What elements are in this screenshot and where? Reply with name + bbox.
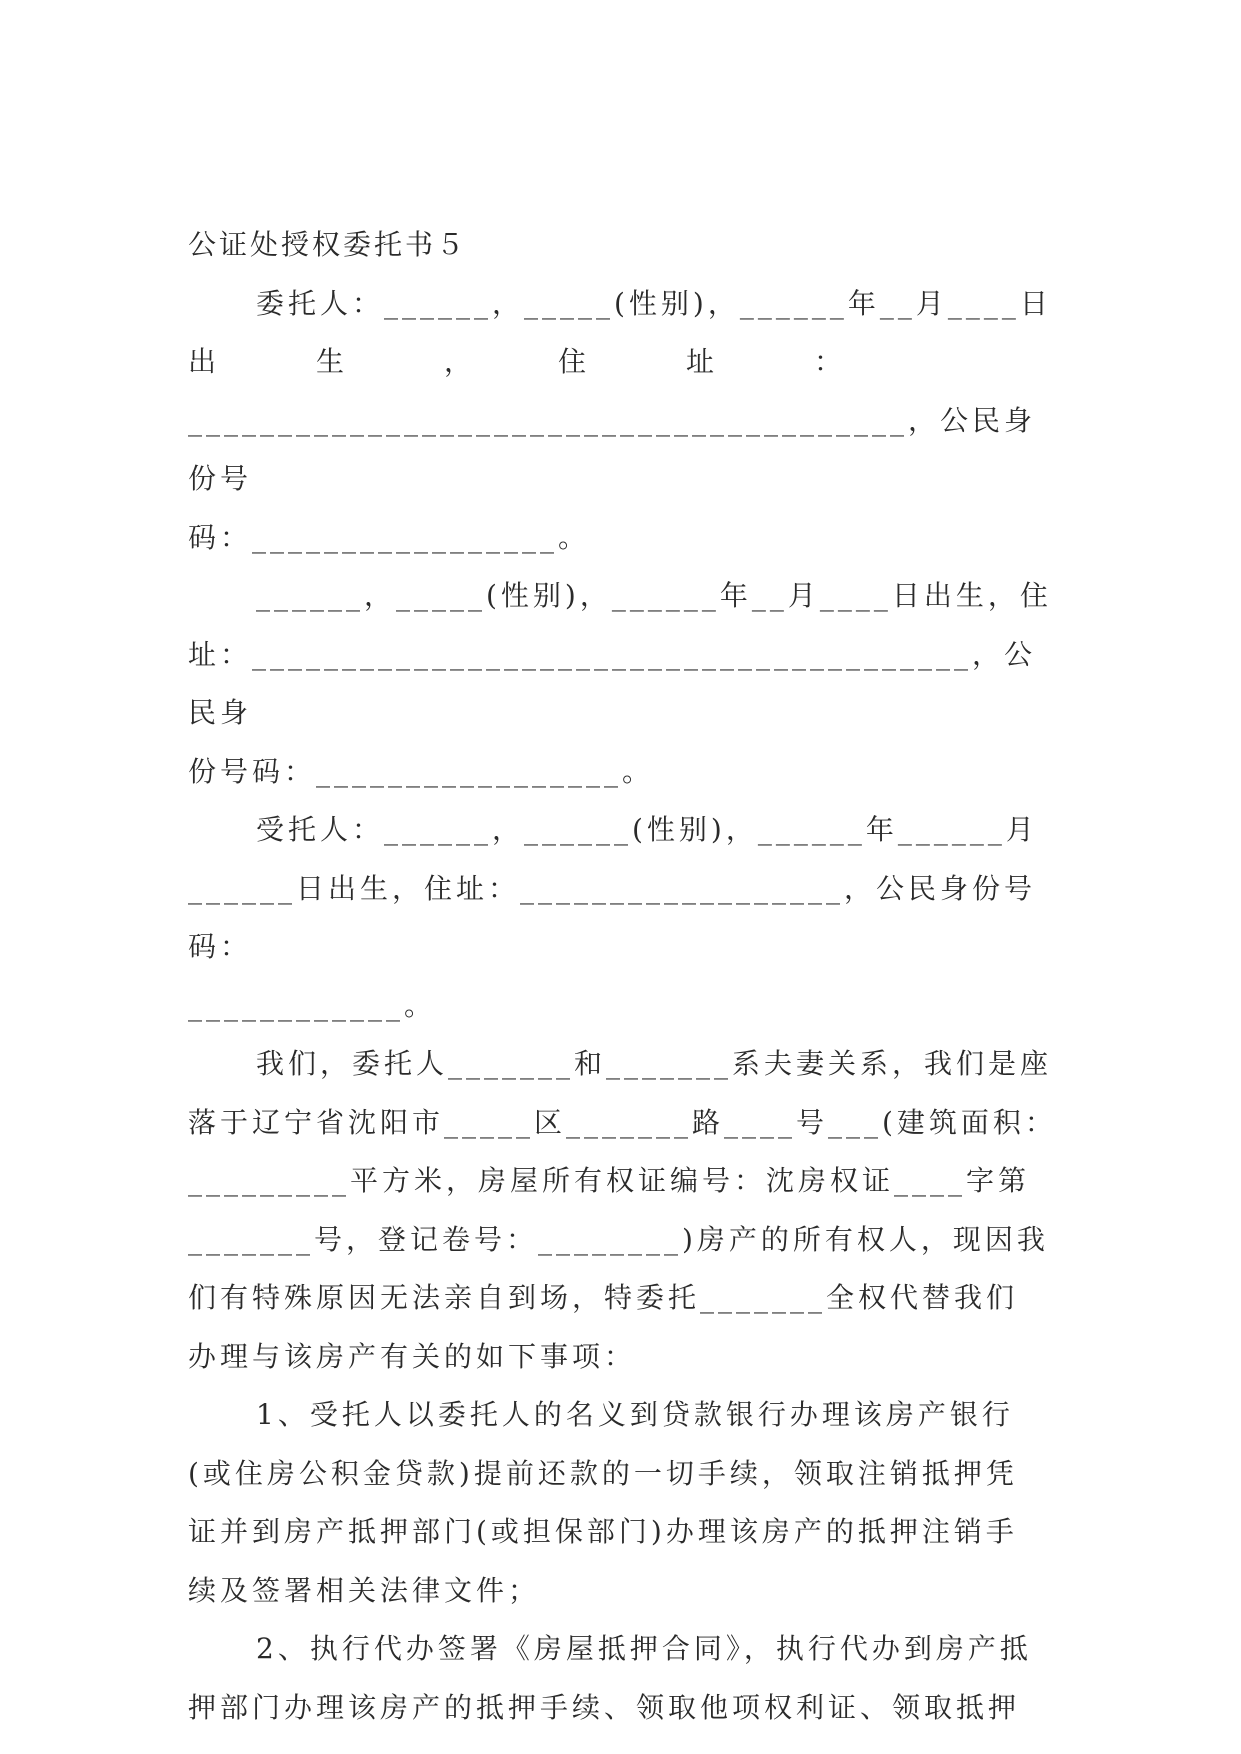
text-line: ________________________________________，公民身份号 bbox=[188, 403, 1037, 495]
text-line: 委托人：______，_____(性别)，______年__月____日 bbox=[256, 286, 1052, 320]
text-line: _________平方米，房屋所有权证编号：沈房权证____字第 bbox=[188, 1164, 1031, 1197]
text-line: 押部门办理该房产的抵押手续、领取他项权利证、领取抵押 bbox=[188, 1690, 1021, 1724]
text-line: 2、执行代办签署《房屋抵押合同》，执行代办到房产抵 bbox=[256, 1632, 1032, 1665]
text-line: 续及签署相关法律文件； bbox=[188, 1573, 541, 1607]
text-line: 落于辽宁省沈阳市_____区_______路____号___(建筑面积： bbox=[188, 1105, 1057, 1139]
text-line: 办理与该房产有关的如下事项： bbox=[188, 1339, 637, 1373]
document-title: 公证处授权委托书５ bbox=[188, 228, 468, 261]
paragraph-principal-2 bbox=[188, 567, 1058, 801]
text-line: 出 生 ， 住 址 ： bbox=[188, 345, 847, 378]
paragraph-item-1 bbox=[188, 1386, 1058, 1620]
text-line: 1、受托人以委托人的名义到贷款银行办理该房产银行 bbox=[256, 1398, 1014, 1431]
text-line: ______日出生，住址：__________________，公民身份号码： bbox=[188, 871, 1037, 963]
text-line: 址：________________________________________，公民身 bbox=[188, 637, 1037, 729]
text-line: _______号，登记卷号：________)房产的所有权人，现因我 bbox=[188, 1222, 1049, 1256]
text-line: 我们，委托人_______和_______系夫妻关系，我们是座 bbox=[256, 1047, 1053, 1080]
paragraph-principal-1 bbox=[188, 275, 1058, 568]
text-line: 受托人：______，______(性别)，______年______月 bbox=[256, 813, 1038, 846]
text-line: 码：_________________。 bbox=[188, 520, 591, 554]
text-line: ______，_____(性别)，______年__月____日出生，住 bbox=[256, 579, 1052, 612]
text-line: 们有特殊原因无法亲自到场，特委托_______全权代替我们 bbox=[188, 1281, 1019, 1314]
text-line: 证并到房产抵押部门(或担保部门)办理该房产的抵押注销手 bbox=[188, 1515, 1018, 1548]
text-line: (或住房公积金贷款)提前还款的一切手续，领取注销抵押凭 bbox=[188, 1456, 1018, 1490]
text-line: ____________。 bbox=[188, 988, 437, 1022]
paragraph-item-2 bbox=[188, 1620, 1058, 1737]
document-body bbox=[188, 216, 1058, 1737]
paragraph-agent bbox=[188, 801, 1058, 1035]
paragraph-statement bbox=[188, 1035, 1058, 1386]
text-line: 份号码：_________________。 bbox=[188, 754, 655, 788]
